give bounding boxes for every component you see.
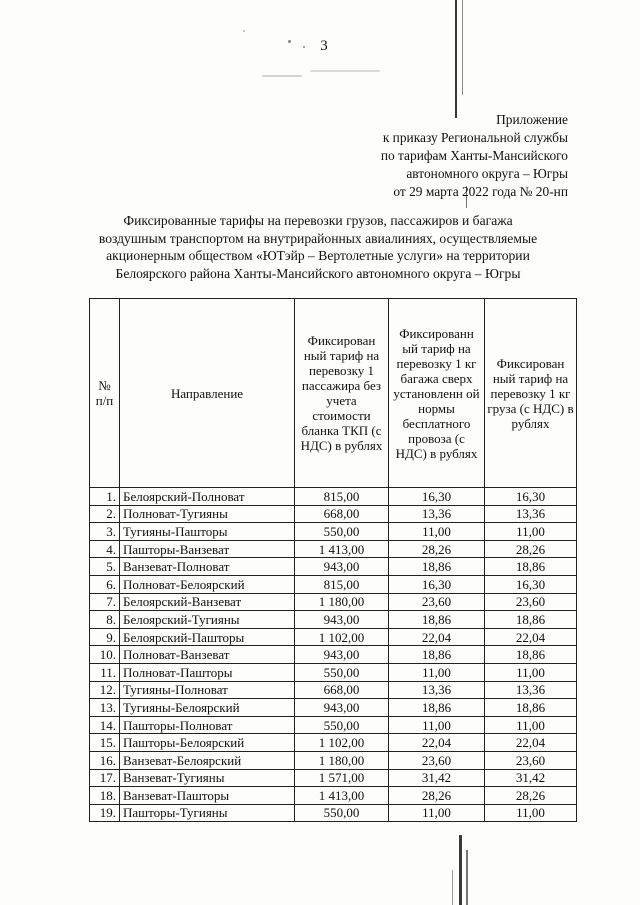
scan-artifact-line	[455, 0, 457, 118]
scan-artifact-line	[452, 870, 453, 905]
title-line: акционерным обществом «ЮТэйр – Вертолетные услуги» на территории	[106, 248, 530, 263]
row-direction: Белоярский-Тугияны	[120, 611, 295, 629]
row-passenger-tariff: 550,00	[295, 663, 389, 681]
table-row	[90, 681, 577, 699]
row-direction: Тугияны-Пашторы	[120, 523, 295, 541]
row-number: 13.	[90, 699, 120, 717]
row-direction: Полноват-Пашторы	[120, 663, 295, 681]
row-baggage-tariff: 31,42	[389, 769, 485, 787]
row-baggage-tariff: 28,26	[389, 540, 485, 558]
row-number: 16.	[90, 751, 120, 769]
table-row	[90, 505, 577, 523]
row-direction: Полноват-Ванзеват	[120, 646, 295, 664]
row-direction: Пашторы-Ванзеват	[120, 540, 295, 558]
row-passenger-tariff: 1 413,00	[295, 787, 389, 805]
row-number: 18.	[90, 787, 120, 805]
table-row	[90, 787, 577, 805]
row-direction: Тугияны-Белоярский	[120, 699, 295, 717]
row-number: 4.	[90, 540, 120, 558]
appendix-line: от 29 марта 2022 года № 20-нп	[393, 184, 568, 199]
row-passenger-tariff: 815,00	[295, 575, 389, 593]
header-direction: Направление	[120, 299, 295, 488]
table-row	[90, 488, 577, 506]
row-passenger-tariff: 1 571,00	[295, 769, 389, 787]
row-direction: Белоярский-Ванзеват	[120, 593, 295, 611]
row-passenger-tariff: 550,00	[295, 523, 389, 541]
table-row	[90, 646, 577, 664]
row-direction: Белоярский-Полноват	[120, 488, 295, 506]
row-number: 3.	[90, 523, 120, 541]
row-number: 6.	[90, 575, 120, 593]
scan-speck	[288, 40, 291, 43]
row-direction: Пашторы-Полноват	[120, 716, 295, 734]
row-baggage-tariff: 22,04	[389, 628, 485, 646]
table-row	[90, 769, 577, 787]
row-passenger-tariff: 943,00	[295, 646, 389, 664]
row-baggage-tariff: 18,86	[389, 646, 485, 664]
table-row	[90, 628, 577, 646]
row-passenger-tariff: 1 413,00	[295, 540, 389, 558]
page-number: 3	[320, 38, 328, 54]
row-baggage-tariff: 11,00	[389, 804, 485, 822]
row-direction: Ванзеват-Полноват	[120, 558, 295, 576]
row-baggage-tariff: 16,30	[389, 488, 485, 506]
row-cargo-tariff: 13,36	[485, 505, 577, 523]
row-baggage-tariff: 28,26	[389, 787, 485, 805]
row-passenger-tariff: 668,00	[295, 681, 389, 699]
appendix-line: автономного округа – Югры	[406, 166, 568, 181]
table-row	[90, 523, 577, 541]
scan-speck	[243, 30, 245, 32]
scan-artifact-line	[462, 0, 463, 95]
header-baggage-tariff: Фиксированн ый тариф на перевозку 1 кг багажа сверх установленн ой нормы бесплатного провоза (с НДС) в рублях	[389, 299, 485, 488]
row-passenger-tariff: 943,00	[295, 558, 389, 576]
row-passenger-tariff: 815,00	[295, 488, 389, 506]
row-cargo-tariff: 11,00	[485, 663, 577, 681]
row-direction: Ванзеват-Тугияны	[120, 769, 295, 787]
row-number: 15.	[90, 734, 120, 752]
table-row	[90, 751, 577, 769]
row-direction: Полноват-Белоярский	[120, 575, 295, 593]
row-cargo-tariff: 16,30	[485, 488, 577, 506]
row-number: 14.	[90, 716, 120, 734]
tariff-table	[89, 298, 577, 822]
row-cargo-tariff: 18,86	[485, 611, 577, 629]
table-row	[90, 699, 577, 717]
title-line: воздушным транспортом на внутрирайонных авиалиниях, осуществляемые	[98, 230, 538, 246]
row-cargo-tariff: 11,00	[485, 804, 577, 822]
row-direction: Белоярский-Пашторы	[120, 628, 295, 646]
table-row	[90, 593, 577, 611]
scan-speck	[303, 46, 305, 48]
table-row	[90, 558, 577, 576]
row-baggage-tariff: 11,00	[389, 663, 485, 681]
table-row	[90, 734, 577, 752]
row-baggage-tariff: 18,86	[389, 699, 485, 717]
row-baggage-tariff: 23,60	[389, 751, 485, 769]
row-number: 19.	[90, 804, 120, 822]
table-header-row	[90, 299, 577, 488]
row-cargo-tariff: 22,04	[485, 628, 577, 646]
header-passenger-tariff: Фиксирован ный тариф на перевозку 1 пассажира без учета стоимости бланка ТКП (с НДС) в рублях	[295, 299, 389, 488]
row-number: 11.	[90, 663, 120, 681]
row-number: 2.	[90, 505, 120, 523]
row-cargo-tariff: 11,00	[485, 716, 577, 734]
appendix-block	[381, 111, 568, 201]
document-title	[68, 212, 568, 282]
row-cargo-tariff: 23,60	[485, 751, 577, 769]
row-passenger-tariff: 943,00	[295, 611, 389, 629]
row-baggage-tariff: 22,04	[389, 734, 485, 752]
row-direction: Пашторы-Белоярский	[120, 734, 295, 752]
scan-speck	[262, 75, 302, 77]
table-row	[90, 716, 577, 734]
table-row	[90, 575, 577, 593]
row-baggage-tariff: 18,86	[389, 611, 485, 629]
table-row	[90, 611, 577, 629]
table-row	[90, 540, 577, 558]
row-passenger-tariff: 943,00	[295, 699, 389, 717]
row-baggage-tariff: 11,00	[389, 523, 485, 541]
row-cargo-tariff: 18,86	[485, 558, 577, 576]
row-baggage-tariff: 23,60	[389, 593, 485, 611]
row-passenger-tariff: 550,00	[295, 716, 389, 734]
row-direction: Ванзеват-Пашторы	[120, 787, 295, 805]
row-cargo-tariff: 16,30	[485, 575, 577, 593]
row-cargo-tariff: 22,04	[485, 734, 577, 752]
appendix-line: по тарифам Ханты-Мансийского	[380, 148, 568, 163]
scan-speck	[310, 70, 380, 72]
appendix-line: к приказу Региональной службы	[382, 130, 568, 145]
row-cargo-tariff: 28,26	[485, 787, 577, 805]
row-cargo-tariff: 31,42	[485, 769, 577, 787]
row-cargo-tariff: 28,26	[485, 540, 577, 558]
title-line: Фиксированные тарифы на перевозки грузов, пассажиров и багажа	[123, 213, 513, 228]
row-passenger-tariff: 1 180,00	[295, 751, 389, 769]
row-number: 9.	[90, 628, 120, 646]
row-direction: Полноват-Тугияны	[120, 505, 295, 523]
row-baggage-tariff: 13,36	[389, 681, 485, 699]
row-direction: Ванзеват-Белоярский	[120, 751, 295, 769]
appendix-line: Приложение	[496, 112, 568, 127]
row-cargo-tariff: 23,60	[485, 593, 577, 611]
row-passenger-tariff: 668,00	[295, 505, 389, 523]
row-baggage-tariff: 11,00	[389, 716, 485, 734]
row-number: 10.	[90, 646, 120, 664]
scan-artifact-line	[459, 835, 462, 905]
row-passenger-tariff: 550,00	[295, 804, 389, 822]
table-row	[90, 804, 577, 822]
scan-artifact-line	[466, 850, 468, 905]
table-row	[90, 663, 577, 681]
header-num: № п/п	[90, 299, 120, 488]
row-number: 7.	[90, 593, 120, 611]
row-number: 1.	[90, 488, 120, 506]
row-cargo-tariff: 13,36	[485, 681, 577, 699]
header-cargo-tariff: Фиксирован ный тариф на перевозку 1 кг груза (с НДС) в рублях	[485, 299, 577, 488]
row-direction: Тугияны-Полноват	[120, 681, 295, 699]
row-passenger-tariff: 1 102,00	[295, 734, 389, 752]
row-baggage-tariff: 16,30	[389, 575, 485, 593]
title-line: Белоярского района Ханты-Мансийского автономного округа – Югры	[115, 265, 521, 281]
row-direction: Пашторы-Тугияны	[120, 804, 295, 822]
row-passenger-tariff: 1 102,00	[295, 628, 389, 646]
row-cargo-tariff: 11,00	[485, 523, 577, 541]
row-passenger-tariff: 1 180,00	[295, 593, 389, 611]
row-baggage-tariff: 13,36	[389, 505, 485, 523]
row-number: 8.	[90, 611, 120, 629]
row-number: 5.	[90, 558, 120, 576]
row-cargo-tariff: 18,86	[485, 646, 577, 664]
row-baggage-tariff: 18,86	[389, 558, 485, 576]
row-number: 12.	[90, 681, 120, 699]
row-number: 17.	[90, 769, 120, 787]
row-cargo-tariff: 18,86	[485, 699, 577, 717]
